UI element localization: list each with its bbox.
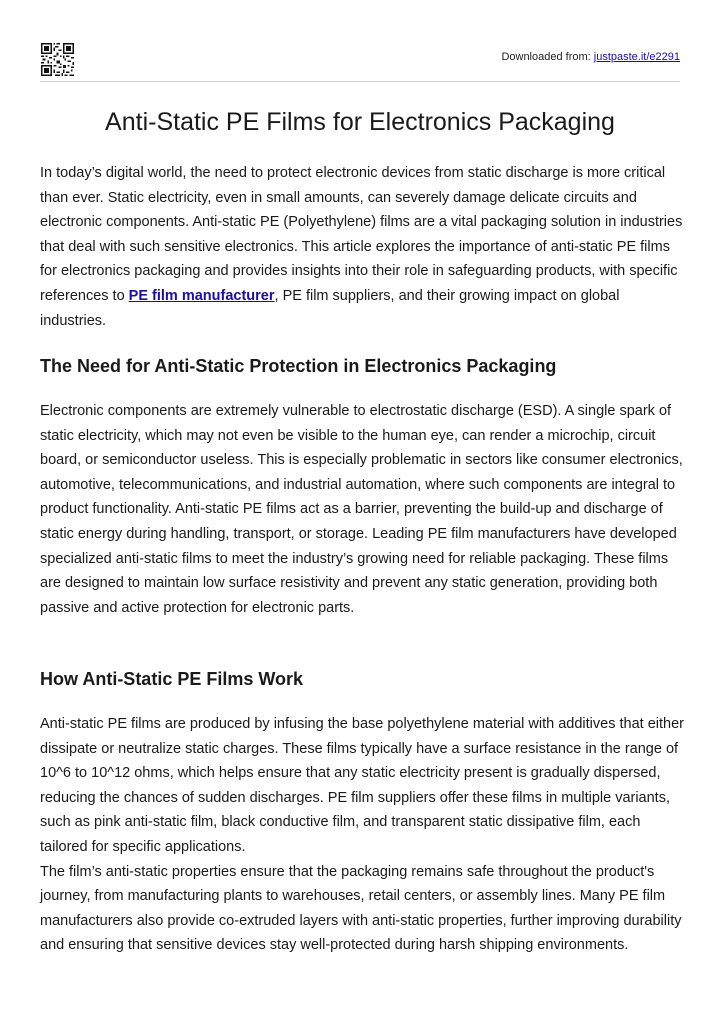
intro-paragraph [40,161,685,333]
section-2-body [40,712,685,958]
section-paragraph: Electronic components are extremely vulnerable to electrostatic discharge (ESD). A single spark of static electricity, which may not even be visible to the human eye, can render a microchip, circuit board, or semiconductor useless. This is especially problematic in sectors like consumer electronics, automotive, telecommunications, and industrial automation, where such components are integral to product functionality. Anti-static PE films act as a barrier, preventing the build-up and discharge of static energy during handling, transport, or storage. Leading PE film manufacturers have developed specialized anti-static films to meet the industry’s growing need for reliable packaging. These films are designed to maintain low surface resistivity and prevent any static generation, providing both passive and active protection for electronic parts. [40,403,683,616]
intro-text: In today’s digital world, the need to protect electronic devices from static discharge is more critical than ever. Static electricity, even in small amounts, can severely damage delicate circuits and electronic components. Anti-static PE (Polyethylene) films are a vital packaging solution in industries that deal with such sensitive electronics. This article explores the importance of anti-static PE films for electronics packaging and provides insights into their role in safeguarding products, with specific references to [40,165,683,304]
source-link[interactable]: justpaste.it/e2291 [593,51,680,63]
download-source [501,51,680,63]
pe-film-manufacturer-link[interactable]: PE film manufacturer [128,287,275,304]
header-divider [40,81,680,82]
section-2-heading-block [40,667,685,691]
section-1-body [40,399,685,620]
section-paragraph: The film’s anti-static properties ensure that the packaging remains safe throughout the product's journey, from manufacturing plants to warehouses, retail centers, or assembly lines. Many PE film manufacturers also provide co-extruded layers with anti-static properties, further improving durability and ensuring that sensitive devices stay well-protected during harsh shipping environments. [40,863,682,954]
section-heading: How Anti-Static PE Films Work [40,669,304,689]
section-heading: The Need for Anti-Static Protection in Electronics Packaging [40,356,557,376]
article-title: Anti-Static PE Films for Electronics Packaging [105,108,615,136]
section-paragraph: Anti-static PE films are produced by infusing the base polyethylene material with additives that either dissipate or neutralize static charges. These films typically have a surface resistance in the range of 10^6 to 10^12 ohms, which helps ensure that any static electricity present is gradually dispersed, reducing the chances of sudden discharges. PE film suppliers offer these films in multiple variants, such as pink anti-static film, black conductive film, and transparent static dissipative film, each tailored for specific applications. [40,716,684,855]
qr-code-icon [41,43,74,76]
downloaded-from-label: Downloaded from: [501,51,594,63]
intro-text-end: , PE film suppliers, and their growing impact on global industries. [40,287,620,329]
section-1-heading-block [40,354,685,378]
intro-paragraph-block [40,161,685,333]
